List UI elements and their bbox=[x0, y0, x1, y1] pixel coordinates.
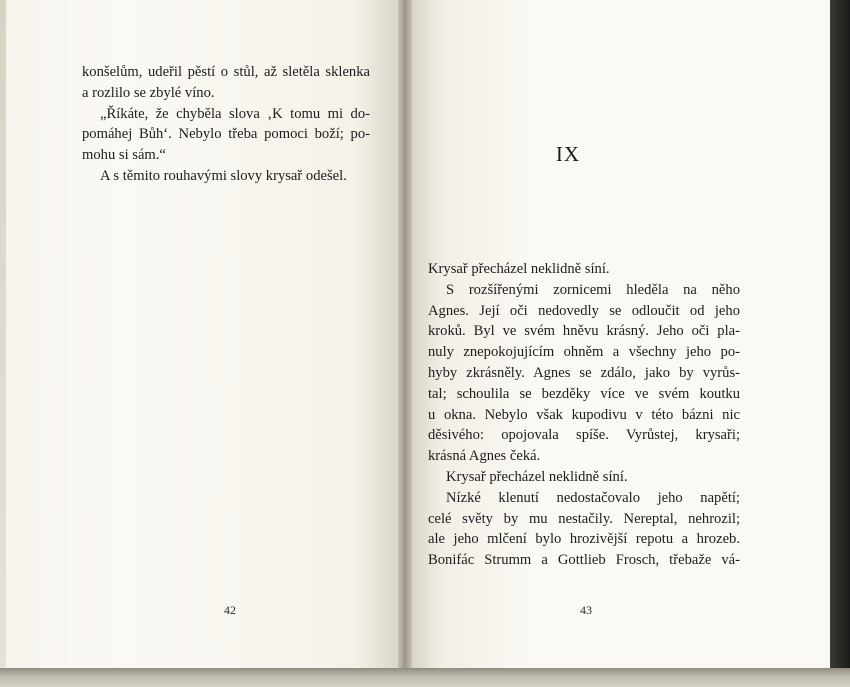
page-number: 42 bbox=[224, 603, 236, 617]
text-line: u okna. Nebylo však kupodivu v této bázni nic bbox=[428, 406, 740, 423]
text-line: děsivého: opojovala spíše. Vyrůstej, krysaři; bbox=[428, 427, 740, 444]
text-line: S rozšířenými zornicemi hleděla na něho bbox=[446, 281, 740, 298]
page-number: 43 bbox=[580, 603, 592, 617]
text-line: Agnes. Její oči nedovedly se odloučit od jeho bbox=[428, 302, 740, 319]
book-gutter bbox=[398, 0, 412, 668]
text-line: a rozlilo se zbylé víno. bbox=[82, 84, 215, 101]
left-page bbox=[6, 0, 402, 668]
text-line: kroků. Byl ve svém hněvu krásný. Jeho oči pla- bbox=[428, 323, 740, 340]
text-line: tal; schoulila se bezděky více ve svém koutku bbox=[428, 385, 740, 402]
text-line: Nízké klenutí nedostačovalo jeho napětí; bbox=[446, 489, 740, 506]
text-line: krásná Agnes čeká. bbox=[428, 448, 541, 465]
left-page-text bbox=[82, 62, 370, 187]
text-line: ale jeho mlčení bylo hrozivější repotu a hrozeb. bbox=[428, 531, 740, 548]
text-line: Krysař přecházel neklidně síní. bbox=[446, 468, 628, 485]
text-line: konšelům, udeřil pěstí o stůl, až sletěla sklenka bbox=[82, 64, 370, 80]
text-line: Bonifác Strumm a Gottlieb Frosch, třebaže vá- bbox=[428, 552, 740, 569]
right-page-text bbox=[428, 259, 740, 571]
book-cover-edge bbox=[830, 0, 850, 687]
text-line: nuly znepokojujícím ohněm a všechny jeho po- bbox=[428, 344, 740, 361]
text-line: A s těmito rouhavými slovy krysař odešel. bbox=[100, 167, 347, 184]
chapter-title: IX bbox=[555, 142, 581, 166]
text-line: mohu si sám.“ bbox=[82, 147, 166, 164]
text-line: „Říkáte, že chyběla slova ‚K tomu mi do- bbox=[100, 105, 370, 122]
text-line: Krysař přecházel neklidně síní. bbox=[428, 261, 610, 277]
text-line: pomáhej Bůh‘. Nebylo třeba pomoci boží; po- bbox=[82, 126, 370, 143]
book-bottom-edge bbox=[0, 668, 850, 687]
text-line: celé světy by mu nestačily. Nereptal, nehrozil; bbox=[428, 510, 740, 527]
text-line: hyby zkrásněly. Agnes se zdálo, jako by vyrůs- bbox=[428, 364, 740, 381]
right-page bbox=[408, 0, 830, 668]
